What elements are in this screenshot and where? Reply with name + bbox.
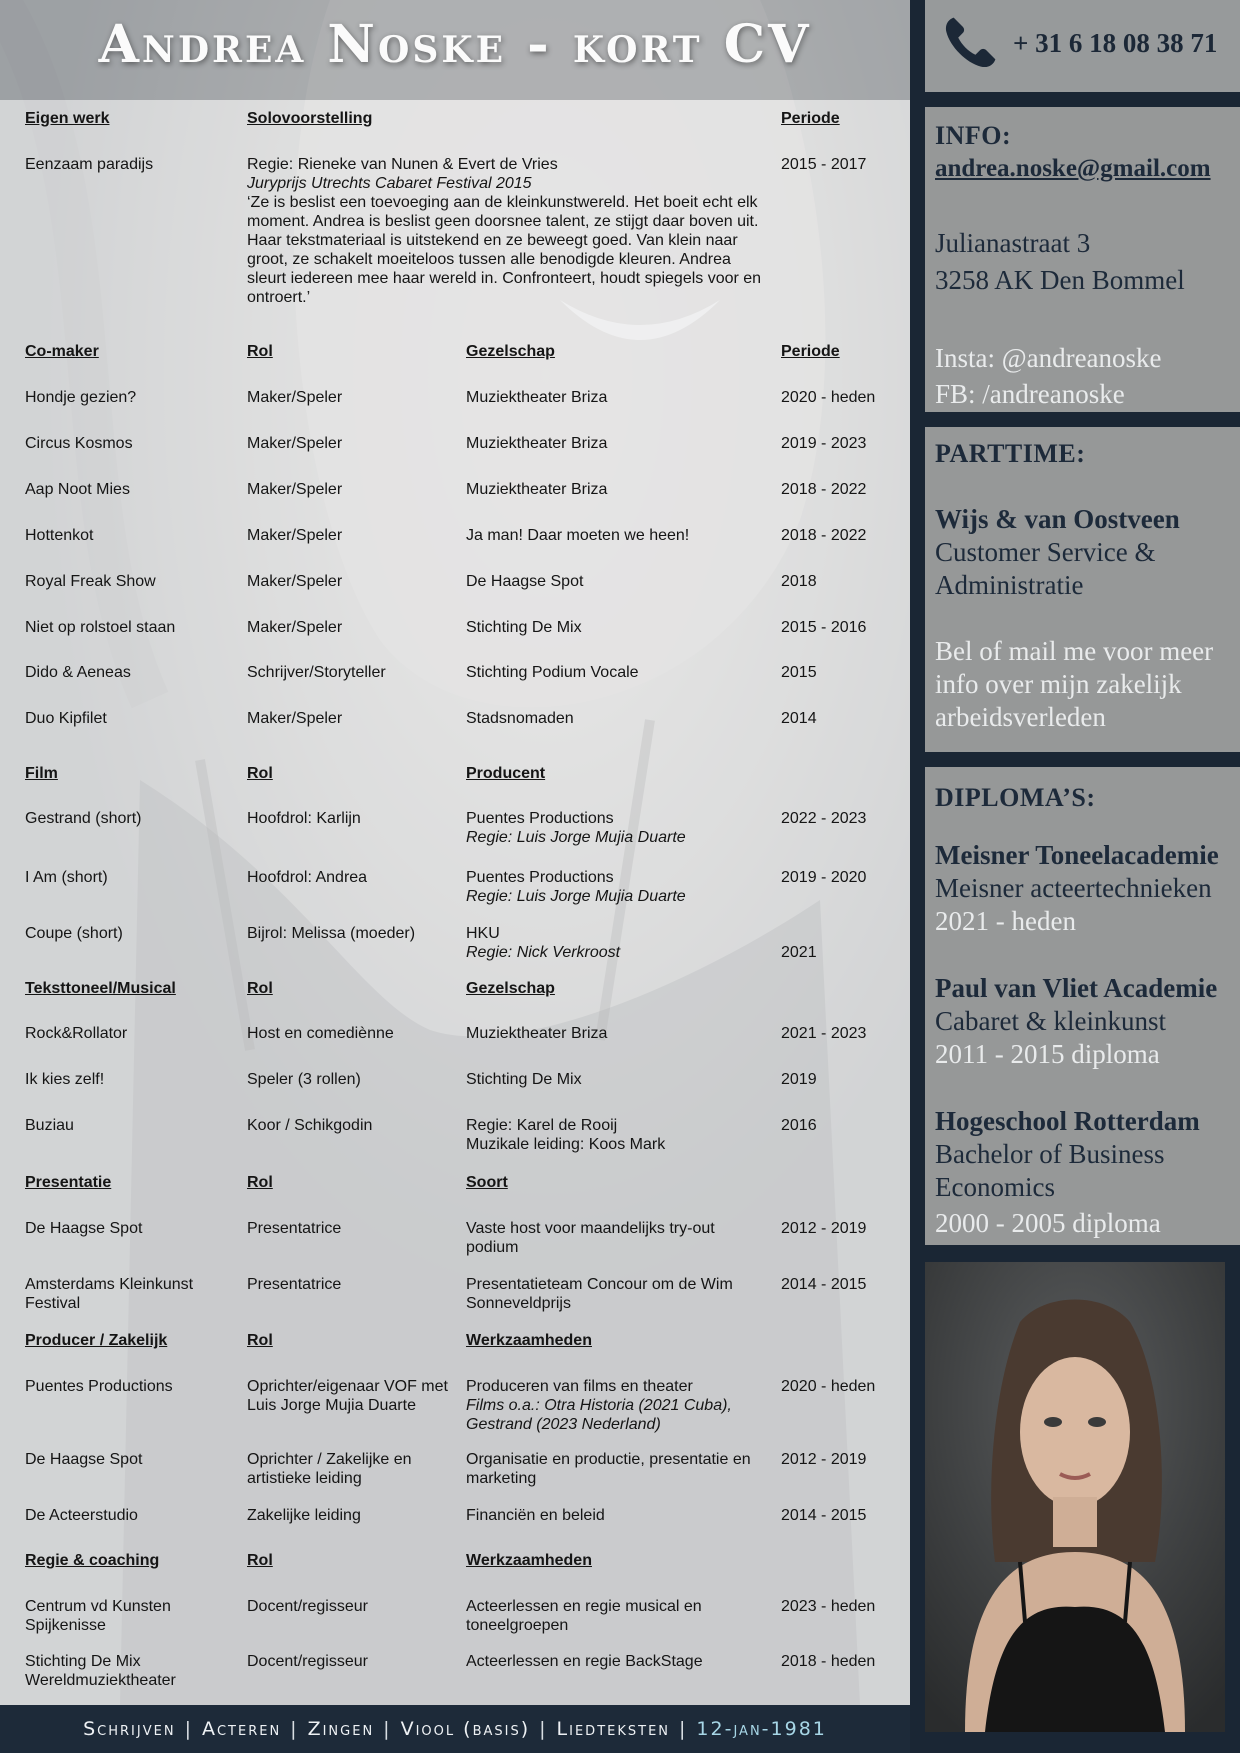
cell-period: 2018 - 2022 xyxy=(781,527,867,544)
separator: | xyxy=(184,1718,193,1740)
col-header: Rol xyxy=(247,1552,273,1569)
films-line: Films o.a.: Otra Historia (2021 Cuba), Gestrand (2023 Nederland) xyxy=(466,1397,732,1433)
cell-company: Stichting De Mix xyxy=(466,1071,582,1088)
job-role: Customer Service & xyxy=(935,537,1156,567)
col-header: Rol xyxy=(247,1174,273,1191)
cell-role: Koor / Schikgodin xyxy=(247,1117,373,1134)
diplomas-box xyxy=(925,767,1240,1245)
job-role: Administratie xyxy=(935,570,1084,600)
cell-producer xyxy=(466,924,766,962)
cell-role: Zakelijke leiding xyxy=(247,1507,361,1524)
cell-period: 2020 - heden xyxy=(781,1378,876,1395)
cell-title: Gestrand (short) xyxy=(25,810,142,827)
col-header: Gezelschap xyxy=(466,980,555,997)
school-name: Hogeschool Rotterdam xyxy=(935,1106,1200,1136)
separator: | xyxy=(383,1718,392,1740)
cell-role: Hoofdrol: Andrea xyxy=(247,869,368,886)
diploma-period: 2021 - heden xyxy=(935,906,1076,936)
cell-company: De Haagse Spot xyxy=(466,573,584,590)
diploma-period: 2011 - 2015 diploma xyxy=(935,1039,1160,1069)
cell-period: 2015 - 2016 xyxy=(781,619,867,636)
producer-name: HKU xyxy=(466,925,500,942)
cell-title: Coupe (short) xyxy=(25,925,123,942)
award-line: Juryprijs Utrechts Cabaret Festival 2015 xyxy=(247,175,532,192)
col-header: Solovoorstelling xyxy=(247,110,373,127)
parttime-note: arbeidsverleden xyxy=(935,702,1106,732)
col-header: Producer / Zakelijk xyxy=(25,1332,168,1349)
skills-footer xyxy=(0,1705,910,1753)
col-header: Regie & coaching xyxy=(25,1552,160,1569)
cell-title: Niet op rolstoel staan xyxy=(25,619,176,636)
diploma-subject: Bachelor of Business xyxy=(935,1139,1165,1169)
skill-item: Schrijven xyxy=(83,1718,176,1740)
cell-title: Dido & Aeneas xyxy=(25,664,131,681)
separator: | xyxy=(290,1718,299,1740)
parttime-note: info over mijn zakelijk xyxy=(935,669,1182,699)
headshot-photo xyxy=(925,1262,1225,1732)
cell-producer xyxy=(466,868,766,906)
cell-title: Amsterdams Kleinkunst Festival xyxy=(25,1276,194,1312)
col-header: Producent xyxy=(466,765,546,782)
cell-title: Ik kies zelf! xyxy=(25,1071,105,1088)
cell-period: 2020 - heden xyxy=(781,389,876,406)
skill-item: Acteren xyxy=(201,1718,282,1740)
cell-company: Muziektheater Briza xyxy=(466,1025,608,1042)
date-of-birth: 12-jan-1981 xyxy=(696,1718,827,1740)
cell-title: I Am (short) xyxy=(25,869,108,886)
cell-period: 2018 xyxy=(781,573,817,590)
parttime-box xyxy=(925,427,1240,752)
diplomas-heading: DIPLOMA’S: xyxy=(935,783,1096,812)
cell-role: Host en comediènne xyxy=(247,1025,394,1042)
cell-period: 2014 - 2015 xyxy=(781,1276,867,1293)
cell-tasks xyxy=(466,1377,766,1434)
cell-period: 2016 xyxy=(781,1117,817,1134)
review-quote: ‘Ze is beslist een toevoeging aan de kleinkunstwereld. Het boeit echt elk moment. Andrea is beslist geen doorsnee talent, ze stijgt daar boven uit. Haar tekstmateriaal is uitstekend en ze beweegt goed. Van klein naar groot, ze schakelt moeiteloos tussen alle benodigde kleuren. Andrea sleurt iedereen mee haar wereld in. Confronteert, houdt spiegels voor en ontroert.’ xyxy=(247,194,762,306)
diploma-subject: Economics xyxy=(935,1172,1055,1202)
col-header: Rol xyxy=(247,1332,273,1349)
cell-company: Stichting De Mix xyxy=(466,619,582,636)
cell-period: 2015 xyxy=(781,664,817,681)
cell-company: Muziektheater Briza xyxy=(466,389,608,406)
cell-role: Maker/Speler xyxy=(247,710,343,727)
cell-period: 2019 - 2023 xyxy=(781,435,867,452)
cell-company: Muziektheater Briza xyxy=(466,481,608,498)
separator: | xyxy=(679,1718,688,1740)
cell-type: Vaste host voor maandelijks try-out podium xyxy=(466,1220,715,1256)
address-city: 3258 AK Den Bommel xyxy=(935,265,1185,295)
cell-title: De Haagse Spot xyxy=(25,1220,143,1237)
cell-company: Muziektheater Briza xyxy=(466,435,608,452)
director-line: Regie: Luis Jorge Mujia Duarte xyxy=(466,888,686,905)
cell-period: 2021 - 2023 xyxy=(781,1025,867,1042)
contact-sidebar xyxy=(910,0,1240,1753)
cell-period: 2014 - 2015 xyxy=(781,1507,867,1524)
cell-company: Stichting Podium Vocale xyxy=(466,664,639,681)
cell-role: Schrijver/Storyteller xyxy=(247,664,386,681)
cell-role: Oprichter / Zakelijke en artistieke leiding xyxy=(247,1451,412,1487)
cell-period: 2014 xyxy=(781,710,817,727)
skill-item: Zingen xyxy=(307,1718,375,1740)
skill-item: Viool (basis) xyxy=(400,1718,531,1740)
cell-type: Presentatieteam Concour om de Wim Sonneveldprijs xyxy=(466,1276,733,1312)
director-line: Regie: Luis Jorge Mujia Duarte xyxy=(466,829,686,846)
diploma-subject: Cabaret & kleinkunst xyxy=(935,1006,1166,1036)
col-header: Teksttoneel/Musical xyxy=(25,980,176,997)
cell-role: Presentatrice xyxy=(247,1276,342,1293)
col-header: Rol xyxy=(247,765,273,782)
cell-title: Royal Freak Show xyxy=(25,573,156,590)
producer-name: Puentes Productions xyxy=(466,869,614,886)
cell-role: Oprichter/eigenaar VOF met Luis Jorge Mujia Duarte xyxy=(247,1378,448,1414)
work-title: Eenzaam paradijs xyxy=(25,156,154,173)
cell-tasks: Acteerlessen en regie musical en toneelgroepen xyxy=(466,1598,702,1634)
cell-title: Stichting De Mix Wereldmuziektheater xyxy=(25,1653,176,1689)
col-header: Werkzaamheden xyxy=(466,1332,592,1349)
col-header: Film xyxy=(25,765,58,782)
cell-period: 2019 xyxy=(781,1071,817,1088)
col-header: Gezelschap xyxy=(466,343,555,360)
director-line: Regie: Nick Verkroost xyxy=(466,944,621,961)
cell-role: Maker/Speler xyxy=(247,435,343,452)
cell-title: Aap Noot Mies xyxy=(25,481,130,498)
cell-role: Maker/Speler xyxy=(247,481,343,498)
phone-number-link[interactable]: + 31 6 18 08 38 71 xyxy=(1013,28,1218,58)
work-details xyxy=(247,155,767,307)
cell-title: Circus Kosmos xyxy=(25,435,133,452)
col-header: Periode xyxy=(781,110,840,127)
col-header: Presentatie xyxy=(25,1174,112,1191)
phone-box xyxy=(925,0,1240,92)
parttime-heading: PARTTIME: xyxy=(935,439,1086,468)
cell-title: De Acteerstudio xyxy=(25,1507,138,1524)
cell-role: Bijrol: Melissa (moeder) xyxy=(247,925,416,942)
cell-title: Duo Kipfilet xyxy=(25,710,107,727)
cell-producer xyxy=(466,809,766,847)
director-line: Regie: Karel de Rooij xyxy=(466,1117,618,1134)
cell-title: Puentes Productions xyxy=(25,1378,173,1395)
period: 2015 - 2017 xyxy=(781,156,867,173)
cell-period: 2023 - heden xyxy=(781,1598,876,1615)
cell-period: 2018 - 2022 xyxy=(781,481,867,498)
col-header: Periode xyxy=(781,343,840,360)
skill-item: Liedteksten xyxy=(556,1718,671,1740)
employer-name: Wijs & van Oostveen xyxy=(935,504,1180,534)
facebook-handle[interactable]: FB: /andreanoske xyxy=(935,379,1125,409)
cell-role: Maker/Speler xyxy=(247,389,343,406)
col-header: Rol xyxy=(247,343,273,360)
info-heading: INFO: xyxy=(935,121,1012,150)
cell-tasks: Acteerlessen en regie BackStage xyxy=(466,1653,703,1670)
col-header: Soort xyxy=(466,1174,508,1191)
address-street: Julianastraat 3 xyxy=(935,228,1091,258)
cell-title: Centrum vd Kunsten Spijkenisse xyxy=(25,1598,171,1634)
cell-tasks: Financiën en beleid xyxy=(466,1507,605,1524)
cell-title: Rock&Rollator xyxy=(25,1025,128,1042)
cell-title: Hottenkot xyxy=(25,527,94,544)
email-link[interactable]: andrea.noske@gmail.com xyxy=(935,155,1211,182)
cell-role: Maker/Speler xyxy=(247,619,343,636)
cell-role: Maker/Speler xyxy=(247,573,343,590)
phone-icon xyxy=(941,14,999,72)
diploma-subject: Meisner acteertechnieken xyxy=(935,873,1212,903)
cell-period: 2018 - heden xyxy=(781,1653,876,1670)
cell-title: Hondje gezien? xyxy=(25,389,137,406)
cell-company xyxy=(466,1116,766,1154)
col-header: Werkzaamheden xyxy=(466,1552,592,1569)
page-title: Andrea Noske - kort CV xyxy=(98,14,812,75)
cell-role: Speler (3 rollen) xyxy=(247,1071,361,1088)
cell-tasks: Organisatie en productie, presentatie en marketing xyxy=(466,1451,751,1487)
cell-period: 2022 - 2023 xyxy=(781,810,867,827)
cell-company: Ja man! Daar moeten we heen! xyxy=(466,527,690,544)
cell-company: Stadsnomaden xyxy=(466,710,574,727)
cell-role: Presentatrice xyxy=(247,1220,342,1237)
diploma-period: 2000 - 2005 diploma xyxy=(935,1208,1161,1238)
cell-period: 2021 xyxy=(781,944,817,961)
school-name: Paul van Vliet Academie xyxy=(935,973,1218,1003)
parttime-note: Bel of mail me voor meer xyxy=(935,636,1214,666)
cell-title: Buziau xyxy=(25,1117,74,1134)
cell-role: Docent/regisseur xyxy=(247,1653,368,1670)
instagram-handle[interactable]: Insta: @andreanoske xyxy=(935,343,1162,373)
cell-role: Hoofdrol: Karlijn xyxy=(247,810,361,827)
cell-title: De Haagse Spot xyxy=(25,1451,143,1468)
cell-period: 2012 - 2019 xyxy=(781,1451,867,1468)
school-name: Meisner Toneelacademie xyxy=(935,840,1219,870)
col-header: Eigen werk xyxy=(25,110,110,127)
cell-period: 2012 - 2019 xyxy=(781,1220,867,1237)
cell-role: Docent/regisseur xyxy=(247,1598,368,1615)
producer-name: Puentes Productions xyxy=(466,810,614,827)
col-header: Co-maker xyxy=(25,343,99,360)
music-line: Muzikale leiding: Koos Mark xyxy=(466,1136,666,1153)
cell-period: 2019 - 2020 xyxy=(781,869,867,886)
task-line: Produceren van films en theater xyxy=(466,1378,693,1395)
col-header: Rol xyxy=(247,980,273,997)
info-box xyxy=(925,107,1240,412)
cell-role: Maker/Speler xyxy=(247,527,343,544)
separator: | xyxy=(539,1718,548,1740)
director-line: Regie: Rieneke van Nunen & Evert de Vries xyxy=(247,156,558,173)
